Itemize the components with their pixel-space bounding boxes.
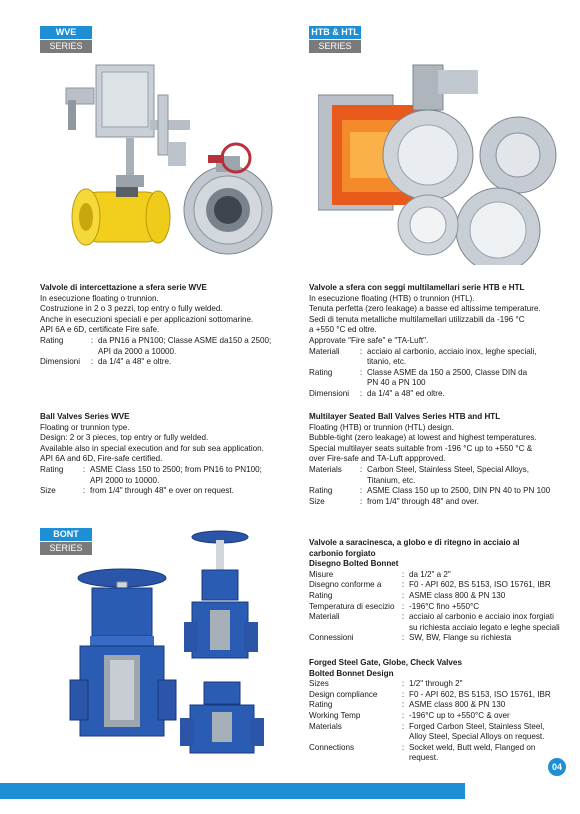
htb-it-size-row: Dimensioni : da 1/4" a 48" ed oltre.	[309, 389, 571, 400]
bont-it-row: Temperatura di esecizio : -196°C fino +550°C	[309, 602, 571, 613]
htb-tag-series: SERIES	[309, 40, 361, 53]
spec-key: Connections	[309, 742, 354, 752]
wve-it-line: In esecuzione floating o trunnion.	[40, 293, 159, 303]
spec-value: F0 - API 602, BS 5153, ISO 15761, IBR	[409, 580, 551, 590]
htb-tag-label: HTB & HTL	[309, 26, 361, 39]
spec-value: da PN16 a PN100; Classe ASME da150 a 2500;	[98, 335, 272, 345]
bont-tag-label: BONT	[40, 528, 92, 541]
footer-bar	[0, 783, 465, 799]
wve-en-size-row: Size : from 1/4" through 48" e over on request.	[40, 486, 305, 497]
bont-en-row: Working Temp : -196°C up to +550°C & over	[309, 711, 571, 722]
spec-key: Materials	[309, 464, 342, 474]
spec-value: -196°C fino +550°C	[409, 601, 480, 611]
spec-key: Dimensioni	[40, 357, 81, 367]
wve-valve-photo	[58, 60, 278, 265]
spec-value: SW, BW, Flange su richiesta	[409, 633, 512, 643]
htb-it-line: Tenuta perfetta (zero leakage) a basse ed altissime temperature.	[309, 304, 541, 314]
spec-key: Connessioni	[309, 633, 354, 643]
spec-key: Rating	[40, 464, 64, 474]
wve-it-rating-row: Rating : da PN16 a PN100; Classe ASME da150 a 2500; API da 2000 a 10000.	[40, 335, 272, 356]
wve-en-line: Design: 2 or 3 pieces, top entry or fully welded.	[40, 433, 209, 443]
bont-it-row: Disegno conforme a : F0 - API 602, BS 5153, ISO 15761, IBR	[309, 580, 571, 591]
bont-en-title: Forged Steel Gate, Globe, Check Valves	[309, 658, 462, 667]
wve-en-line: Available also in special execution and for sub sea application.	[40, 443, 264, 453]
htb-it-rating-row: Rating : Classe ASME da 150 a 2500, Classe DIN da PN 40 a PN 100	[309, 367, 528, 388]
spec-key: Materiali	[309, 346, 340, 356]
bont-it-row: Materiali : acciaio al carbonio e acciaio inox forgiati su richiesta acciaio legato e leghe speciali	[309, 612, 560, 632]
bont-it-subtitle: Disegno Bolted Bonnet	[309, 559, 399, 569]
htb-en-materials-row: Materials : Carbon Steel, Stainless Steel, Special Alloys, Titanium, etc.	[309, 464, 529, 485]
htb-en-line: Floating (HTB) or trunnion (HTL) design.	[309, 422, 454, 432]
wve-it-line: API 6A e 6D, certificate Fire safe.	[40, 325, 160, 335]
spec-value: ASME class 800 & PN 130	[409, 590, 506, 600]
bont-it-title: Valvole a saracinesca, a globo e di ritegno in acciaio al	[309, 538, 520, 547]
spec-key: Rating	[309, 590, 333, 600]
wve-tag-label: WVE	[40, 26, 92, 39]
spec-value: -196°C up to +550°C & over	[409, 710, 510, 720]
bont-valve-cutaway-photo	[62, 530, 274, 770]
wve-it-size-row: Dimensioni : da 1/4" a 48" e oltre.	[40, 357, 305, 368]
spec-value-cont: API 2000 to 10000.	[90, 475, 160, 485]
wve-en-title: Ball Valves Series WVE	[40, 412, 130, 421]
htb-it-line: Approvate "Fire safe" e "TA-Luft".	[309, 335, 429, 345]
htb-en-title: Multilayer Seated Ball Valves Series HTB and HTL	[309, 412, 501, 421]
spec-value-cont: su richiesta acciaio legato e leghe speciali	[409, 622, 560, 632]
bont-en-row: Materials : Forged Carbon Steel, Stainless Steel, Alloy Steel, Special Alloys on request.	[309, 721, 545, 742]
spec-key: Size	[40, 486, 56, 496]
spec-value: ASME Class 150 to 2500; from PN16 to PN100;	[90, 464, 262, 474]
bont-english-description	[309, 658, 571, 764]
bont-italian-description	[309, 538, 571, 644]
spec-key: Materials	[309, 721, 342, 731]
spec-value-cont: titanio, etc.	[367, 357, 407, 367]
page-number: 04	[548, 758, 566, 776]
spec-key: Sizes	[309, 679, 329, 689]
wve-it-title: Valvole di intercettazione a sfera serie WVE	[40, 283, 207, 292]
htb-it-materials-row: Materiali : acciaio al carbonio, acciaio inox, leghe speciali, titanio, etc.	[309, 346, 537, 367]
htb-valve-cutaway-photo	[318, 60, 568, 265]
wve-tag-series: SERIES	[40, 40, 92, 53]
htb-it-line: a +550 °C ed oltre.	[309, 325, 377, 335]
htb-it-title: Valvole a sfera con seggi multilamellari serie HTB e HTL	[309, 283, 525, 292]
spec-value-cont: Alloy Steel, Special Alloys on request.	[409, 732, 545, 742]
htb-series-tag	[309, 26, 361, 53]
bont-en-row: Design compliance : F0 - API 602, BS 5153, ISO 15761, IBR	[309, 690, 571, 701]
spec-key: Misure	[309, 569, 334, 579]
wve-italian-description	[40, 283, 305, 368]
spec-value: da 1/4" a 48" e oltre.	[98, 357, 172, 367]
wve-series-tag	[40, 26, 92, 53]
bont-it-title-cont: carbonio forgiato	[309, 548, 376, 558]
spec-key: Disegno conforme a	[309, 580, 382, 590]
spec-value: Forged Carbon Steel, Stainless Steel,	[409, 721, 545, 731]
bont-en-row: Connections : Socket weld, Butt weld, Flanged on request.	[309, 742, 536, 763]
bont-tag-series: SERIES	[40, 542, 92, 555]
spec-value: da 1/4" a 48" ed oltre.	[367, 388, 445, 398]
bont-it-row: Misure : da 1/2" a 2"	[309, 570, 571, 581]
htb-en-line: over Fire-safe and TA-Luft appproved.	[309, 454, 446, 464]
spec-key: Rating	[309, 700, 333, 710]
spec-key: Rating	[309, 486, 333, 496]
spec-key: Dimensioni	[309, 388, 350, 398]
spec-value: acciaio al carbonio e acciaio inox forgiati	[409, 612, 554, 622]
spec-value: da 1/2" a 2"	[409, 569, 451, 579]
wve-it-line: Anche in esecuzioni speciali e per applicazioni sottomarine.	[40, 314, 254, 324]
spec-value-cont: Titanium, etc.	[367, 475, 416, 485]
wve-en-line: Floating or trunnion type.	[40, 422, 130, 432]
spec-value-cont: request.	[409, 753, 439, 763]
htb-it-line: Sedi di tenuta metalliche multilamellari utilizzabili da -196 °C	[309, 314, 525, 324]
wve-en-rating-row: Rating : ASME Class 150 to 2500; from PN16 to PN100; API 2000 to 10000.	[40, 464, 262, 485]
htb-en-rating-row: Rating : ASME Class 150 up to 2500, DIN PN 40 to PN 100	[309, 486, 571, 497]
wve-it-line: Costruzione in 2 o 3 pezzi, top entry o fully welded.	[40, 304, 223, 314]
htb-en-line: Special multilayer seats suitable from -196 °C up to +550 °C &	[309, 443, 533, 453]
spec-value-cont: API da 2000 a 10000.	[98, 346, 177, 356]
spec-value: 1/2" through 2"	[409, 679, 463, 689]
htb-en-size-row: Size : from 1/4" through 48" and over.	[309, 497, 571, 508]
spec-value: from 1/4" through 48" and over.	[367, 496, 479, 506]
htb-english-description	[309, 412, 571, 507]
bont-en-subtitle: Bolted Bonnet Design	[309, 668, 394, 678]
spec-value: from 1/4" through 48" e over on request.	[90, 486, 234, 496]
wve-en-line: API 6A and 6D, Fire-safe certified.	[40, 454, 163, 464]
spec-value: F0 - API 602, BS 5153, ISO 15761, IBR	[409, 689, 551, 699]
htb-it-line: In esecuzione floating (HTB) o trunnion (HTL).	[309, 293, 475, 303]
spec-value: acciaio al carbonio, acciaio inox, leghe speciali,	[367, 346, 537, 356]
spec-value-cont: PN 40 a PN 100	[367, 378, 426, 388]
spec-value: Carbon Steel, Stainless Steel, Special Alloys,	[367, 464, 529, 474]
wve-english-description	[40, 412, 305, 497]
spec-value: Socket weld, Butt weld, Flanged on	[409, 742, 536, 752]
bont-en-row: Rating : ASME class 800 & PN 130	[309, 700, 571, 711]
spec-key: Size	[309, 496, 325, 506]
spec-key: Design compliance	[309, 689, 378, 699]
spec-value: ASME class 800 & PN 130	[409, 700, 506, 710]
spec-value: Classe ASME da 150 a 2500, Classe DIN da	[367, 367, 528, 377]
spec-value: ASME Class 150 up to 2500, DIN PN 40 to PN 100	[367, 486, 551, 496]
htb-en-line: Bubble-tight (zero leakage) at lowest and highest temperatures.	[309, 433, 537, 443]
bont-it-row: Connessioni : SW, BW, Flange su richiesta	[309, 633, 571, 644]
htb-italian-description	[309, 283, 571, 400]
bont-it-row: Rating : ASME class 800 & PN 130	[309, 591, 571, 602]
bont-en-row: Sizes : 1/2" through 2"	[309, 679, 571, 690]
spec-key: Working Temp	[309, 710, 361, 720]
spec-key: Temperatura di esecizio	[309, 601, 395, 611]
spec-key: Rating	[40, 335, 64, 345]
spec-key: Rating	[309, 367, 333, 377]
spec-key: Materiali	[309, 612, 340, 622]
